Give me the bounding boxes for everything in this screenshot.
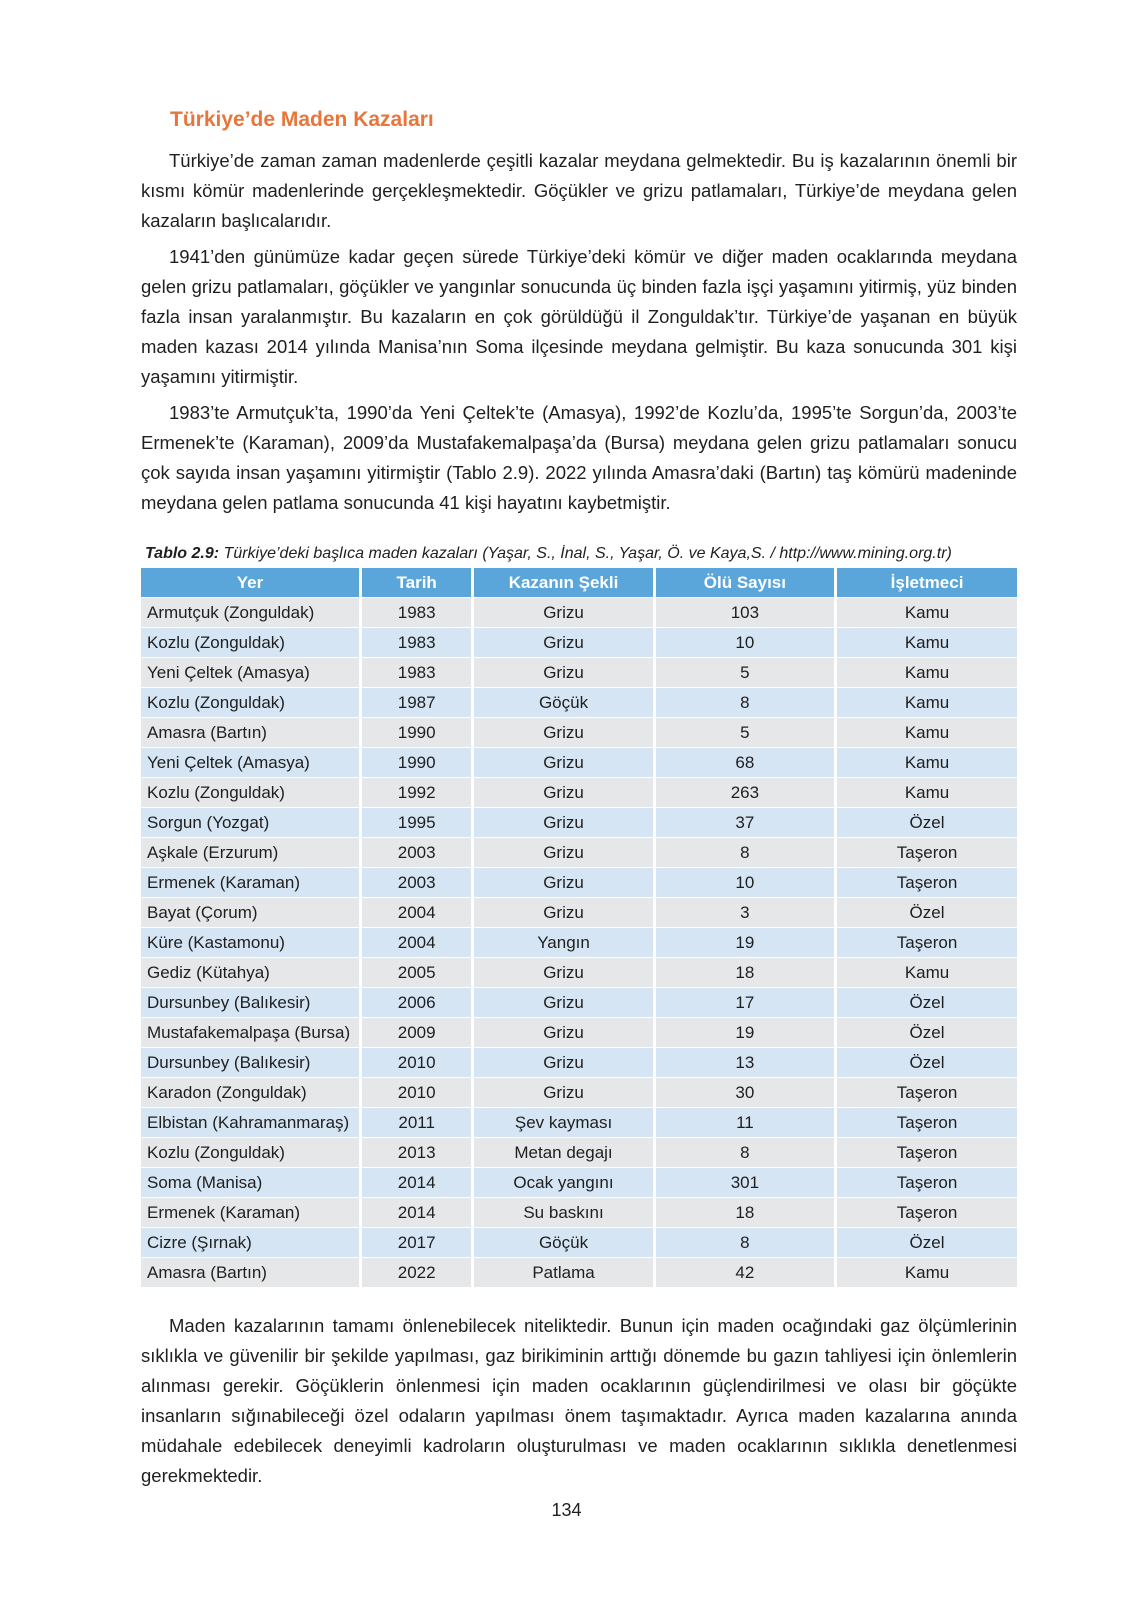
closing-text bbox=[141, 1311, 1017, 1491]
cell-tarih: 1990 bbox=[361, 718, 473, 748]
cell-isletmeci: Taşeron bbox=[836, 1108, 1017, 1138]
cell-kaza-sekli: Su baskını bbox=[473, 1198, 654, 1228]
table-row bbox=[141, 1018, 1017, 1048]
cell-olu-sayisi: 30 bbox=[654, 1078, 835, 1108]
cell-isletmeci: Taşeron bbox=[836, 1078, 1017, 1108]
cell-tarih: 1983 bbox=[361, 658, 473, 688]
cell-tarih: 2005 bbox=[361, 958, 473, 988]
cell-kaza-sekli: Grizu bbox=[473, 808, 654, 838]
cell-tarih: 2014 bbox=[361, 1198, 473, 1228]
cell-yer: Soma (Manisa) bbox=[141, 1168, 361, 1198]
cell-olu-sayisi: 37 bbox=[654, 808, 835, 838]
cell-tarih: 2017 bbox=[361, 1228, 473, 1258]
table-row bbox=[141, 1078, 1017, 1108]
cell-kaza-sekli: Metan degajı bbox=[473, 1138, 654, 1168]
cell-tarih: 2009 bbox=[361, 1018, 473, 1048]
cell-tarih: 1987 bbox=[361, 688, 473, 718]
cell-kaza-sekli: Grizu bbox=[473, 838, 654, 868]
table-row bbox=[141, 628, 1017, 658]
cell-tarih: 2013 bbox=[361, 1138, 473, 1168]
table-row bbox=[141, 1168, 1017, 1198]
table-row bbox=[141, 718, 1017, 748]
table-row bbox=[141, 1138, 1017, 1168]
table-row bbox=[141, 988, 1017, 1018]
cell-tarih: 2004 bbox=[361, 898, 473, 928]
table-row bbox=[141, 688, 1017, 718]
cell-isletmeci: Özel bbox=[836, 1018, 1017, 1048]
cell-olu-sayisi: 8 bbox=[654, 688, 835, 718]
cell-kaza-sekli: Grizu bbox=[473, 778, 654, 808]
cell-isletmeci: Özel bbox=[836, 808, 1017, 838]
cell-kaza-sekli: Grizu bbox=[473, 958, 654, 988]
cell-olu-sayisi: 42 bbox=[654, 1258, 835, 1288]
table-caption-text: Türkiye’deki başlıca maden kazaları (Yaşar, S., İnal, S., Yaşar, Ö. ve Kaya,S. / http://www.mining.org.tr) bbox=[219, 545, 952, 562]
cell-kaza-sekli: Grizu bbox=[473, 628, 654, 658]
cell-tarih: 1990 bbox=[361, 748, 473, 778]
cell-tarih: 2003 bbox=[361, 868, 473, 898]
paragraph-1: Türkiye’de zaman zaman madenlerde çeşitli kazalar meydana gelmektedir. Bu iş kazalarının önemli bir kısmı kömür madenlerinde gerçekleşmektedir. Göçükler ve grizu patlamaları, Türkiye’de meydana gelen kazaların başlıcalarıdır. bbox=[141, 150, 1017, 231]
cell-tarih: 2022 bbox=[361, 1258, 473, 1288]
cell-olu-sayisi: 8 bbox=[654, 1228, 835, 1258]
cell-yer: Sorgun (Yozgat) bbox=[141, 808, 361, 838]
cell-isletmeci: Kamu bbox=[836, 658, 1017, 688]
cell-yer: Bayat (Çorum) bbox=[141, 898, 361, 928]
cell-kaza-sekli: Grizu bbox=[473, 718, 654, 748]
cell-olu-sayisi: 263 bbox=[654, 778, 835, 808]
cell-olu-sayisi: 18 bbox=[654, 1198, 835, 1228]
cell-yer: Elbistan (Kahramanmaraş) bbox=[141, 1108, 361, 1138]
cell-yer: Armutçuk (Zonguldak) bbox=[141, 598, 361, 628]
cell-isletmeci: Kamu bbox=[836, 1258, 1017, 1288]
cell-tarih: 1983 bbox=[361, 598, 473, 628]
cell-isletmeci: Özel bbox=[836, 1048, 1017, 1078]
header-tarih: Tarih bbox=[361, 568, 473, 598]
cell-isletmeci: Taşeron bbox=[836, 1138, 1017, 1168]
cell-olu-sayisi: 3 bbox=[654, 898, 835, 928]
table-row bbox=[141, 598, 1017, 628]
mine-accidents-table bbox=[141, 568, 1017, 1288]
table-caption-label: Tablo 2.9: bbox=[145, 545, 220, 562]
cell-tarih: 2006 bbox=[361, 988, 473, 1018]
cell-tarih: 2010 bbox=[361, 1078, 473, 1108]
cell-isletmeci: Kamu bbox=[836, 748, 1017, 778]
cell-isletmeci: Özel bbox=[836, 988, 1017, 1018]
cell-olu-sayisi: 19 bbox=[654, 1018, 835, 1048]
cell-olu-sayisi: 10 bbox=[654, 868, 835, 898]
cell-tarih: 1983 bbox=[361, 628, 473, 658]
cell-yer: Kozlu (Zonguldak) bbox=[141, 688, 361, 718]
cell-isletmeci: Kamu bbox=[836, 958, 1017, 988]
cell-yer: Ermenek (Karaman) bbox=[141, 868, 361, 898]
cell-olu-sayisi: 68 bbox=[654, 748, 835, 778]
cell-yer: Dursunbey (Balıkesir) bbox=[141, 988, 361, 1018]
cell-yer: Gediz (Kütahya) bbox=[141, 958, 361, 988]
table-row bbox=[141, 748, 1017, 778]
cell-yer: Amasra (Bartın) bbox=[141, 1258, 361, 1288]
cell-kaza-sekli: Grizu bbox=[473, 1018, 654, 1048]
table-row bbox=[141, 1198, 1017, 1228]
table-row bbox=[141, 838, 1017, 868]
cell-yer: Cizre (Şırnak) bbox=[141, 1228, 361, 1258]
cell-kaza-sekli: Grizu bbox=[473, 598, 654, 628]
cell-yer: Kozlu (Zonguldak) bbox=[141, 628, 361, 658]
cell-yer: Yeni Çeltek (Amasya) bbox=[141, 748, 361, 778]
cell-isletmeci: Kamu bbox=[836, 598, 1017, 628]
cell-yer: Aşkale (Erzurum) bbox=[141, 838, 361, 868]
cell-tarih: 2011 bbox=[361, 1108, 473, 1138]
cell-yer: Dursunbey (Balıkesir) bbox=[141, 1048, 361, 1078]
cell-yer: Kozlu (Zonguldak) bbox=[141, 778, 361, 808]
cell-tarih: 2004 bbox=[361, 928, 473, 958]
cell-yer: Karadon (Zonguldak) bbox=[141, 1078, 361, 1108]
header-olu-sayisi: Ölü Sayısı bbox=[654, 568, 835, 598]
cell-kaza-sekli: Grizu bbox=[473, 1048, 654, 1078]
cell-olu-sayisi: 18 bbox=[654, 958, 835, 988]
cell-kaza-sekli: Grizu bbox=[473, 868, 654, 898]
paragraph-2: 1941’den günümüze kadar geçen sürede Türkiye’deki kömür ve diğer maden ocaklarında meydana gelen grizu patlamaları, göçükler ve yangınlar sonucunda üç binden fazla işçi yaşamını yitirmiş, yüz binden fazla insan yaralanmıştır. Bu kazaların en çok görüldüğü il Zonguldak’tır. Türkiye’de yaşanan en büyük maden kazası 2014 yılında Manisa’nın Soma ilçesinde meydana gelmiştir. Bu kaza sonucunda 301 kişi yaşamını yitirmiştir. bbox=[141, 246, 1017, 387]
table-row bbox=[141, 928, 1017, 958]
cell-kaza-sekli: Göçük bbox=[473, 688, 654, 718]
table-row bbox=[141, 898, 1017, 928]
table-row bbox=[141, 778, 1017, 808]
cell-isletmeci: Kamu bbox=[836, 778, 1017, 808]
table-row bbox=[141, 1108, 1017, 1138]
cell-olu-sayisi: 8 bbox=[654, 1138, 835, 1168]
closing-paragraph: Maden kazalarının tamamı önlenebilecek niteliktedir. Bunun için maden ocağındaki gaz ölçümlerinin sıklıkla ve güvenilir bir şekilde yapılması, gaz birikiminin arttığı dönemde bu gazın tahliyesi için önlemlerin alınması gerekir. Göçüklerin önlenmesi için maden ocaklarının güçlendirilmesi ve olası bir göçükte insanların sığınabileceği özel odaların yapılması önem taşımaktadır. Ayrıca maden kazalarına anında müdahale edebilecek deneyimli kadroların oluşturulması ve maden ocaklarının sıklıkla denetlenmesi gerekmektedir. bbox=[141, 1315, 1017, 1486]
cell-tarih: 2010 bbox=[361, 1048, 473, 1078]
table-header-row bbox=[141, 568, 1017, 598]
cell-tarih: 2003 bbox=[361, 838, 473, 868]
cell-yer: Yeni Çeltek (Amasya) bbox=[141, 658, 361, 688]
header-isletmeci: İşletmeci bbox=[836, 568, 1017, 598]
cell-isletmeci: Taşeron bbox=[836, 838, 1017, 868]
cell-kaza-sekli: Patlama bbox=[473, 1258, 654, 1288]
cell-olu-sayisi: 8 bbox=[654, 838, 835, 868]
cell-yer: Mustafakemalpaşa (Bursa) bbox=[141, 1018, 361, 1048]
cell-olu-sayisi: 10 bbox=[654, 628, 835, 658]
cell-yer: Kozlu (Zonguldak) bbox=[141, 1138, 361, 1168]
cell-yer: Ermenek (Karaman) bbox=[141, 1198, 361, 1228]
cell-isletmeci: Özel bbox=[836, 898, 1017, 928]
cell-kaza-sekli: Şev kayması bbox=[473, 1108, 654, 1138]
cell-olu-sayisi: 103 bbox=[654, 598, 835, 628]
cell-isletmeci: Taşeron bbox=[836, 928, 1017, 958]
cell-yer: Amasra (Bartın) bbox=[141, 718, 361, 748]
cell-yer: Küre (Kastamonu) bbox=[141, 928, 361, 958]
cell-olu-sayisi: 301 bbox=[654, 1168, 835, 1198]
cell-kaza-sekli: Grizu bbox=[473, 748, 654, 778]
cell-isletmeci: Taşeron bbox=[836, 1198, 1017, 1228]
cell-kaza-sekli: Grizu bbox=[473, 898, 654, 928]
cell-kaza-sekli: Yangın bbox=[473, 928, 654, 958]
cell-isletmeci: Özel bbox=[836, 1228, 1017, 1258]
cell-isletmeci: Kamu bbox=[836, 688, 1017, 718]
table-body bbox=[141, 598, 1017, 1288]
cell-olu-sayisi: 13 bbox=[654, 1048, 835, 1078]
table-row bbox=[141, 1228, 1017, 1258]
section-title: Türkiye’de Maden Kazaları bbox=[170, 108, 434, 131]
cell-tarih: 1995 bbox=[361, 808, 473, 838]
table-row bbox=[141, 1048, 1017, 1078]
table-row bbox=[141, 868, 1017, 898]
cell-olu-sayisi: 5 bbox=[654, 658, 835, 688]
cell-isletmeci: Kamu bbox=[836, 718, 1017, 748]
cell-kaza-sekli: Ocak yangını bbox=[473, 1168, 654, 1198]
page-number: 134 bbox=[551, 1500, 582, 1520]
table-row bbox=[141, 808, 1017, 838]
cell-tarih: 2014 bbox=[361, 1168, 473, 1198]
header-yer: Yer bbox=[141, 568, 361, 598]
cell-olu-sayisi: 17 bbox=[654, 988, 835, 1018]
cell-kaza-sekli: Göçük bbox=[473, 1228, 654, 1258]
cell-kaza-sekli: Grizu bbox=[473, 1078, 654, 1108]
cell-isletmeci: Kamu bbox=[836, 628, 1017, 658]
cell-olu-sayisi: 5 bbox=[654, 718, 835, 748]
cell-olu-sayisi: 11 bbox=[654, 1108, 835, 1138]
cell-kaza-sekli: Grizu bbox=[473, 988, 654, 1018]
cell-olu-sayisi: 19 bbox=[654, 928, 835, 958]
table-caption bbox=[145, 545, 1025, 563]
cell-isletmeci: Taşeron bbox=[836, 868, 1017, 898]
cell-isletmeci: Taşeron bbox=[836, 1168, 1017, 1198]
table-row bbox=[141, 1258, 1017, 1288]
table-row bbox=[141, 658, 1017, 688]
header-kaza-sekli: Kazanın Şekli bbox=[473, 568, 654, 598]
cell-tarih: 1992 bbox=[361, 778, 473, 808]
paragraph-3: 1983’te Armutçuk’ta, 1990’da Yeni Çeltek’te (Amasya), 1992’de Kozlu’da, 1995’te Sorgun’da, 2003’te Ermenek’te (Karaman), 2009’da Mustafakemalpaşa’da (Bursa) meydana gelen grizu patlamaları sonucu çok sayıda insan yaşamını yitirmiştir (Tablo 2.9). 2022 yılında Amasra’daki (Bartın) taş kömürü madeninde meydana gelen patlama sonucunda 41 kişi hayatını kaybetmiştir. bbox=[141, 402, 1017, 513]
cell-kaza-sekli: Grizu bbox=[473, 658, 654, 688]
intro-text bbox=[141, 146, 1017, 518]
table-row bbox=[141, 958, 1017, 988]
